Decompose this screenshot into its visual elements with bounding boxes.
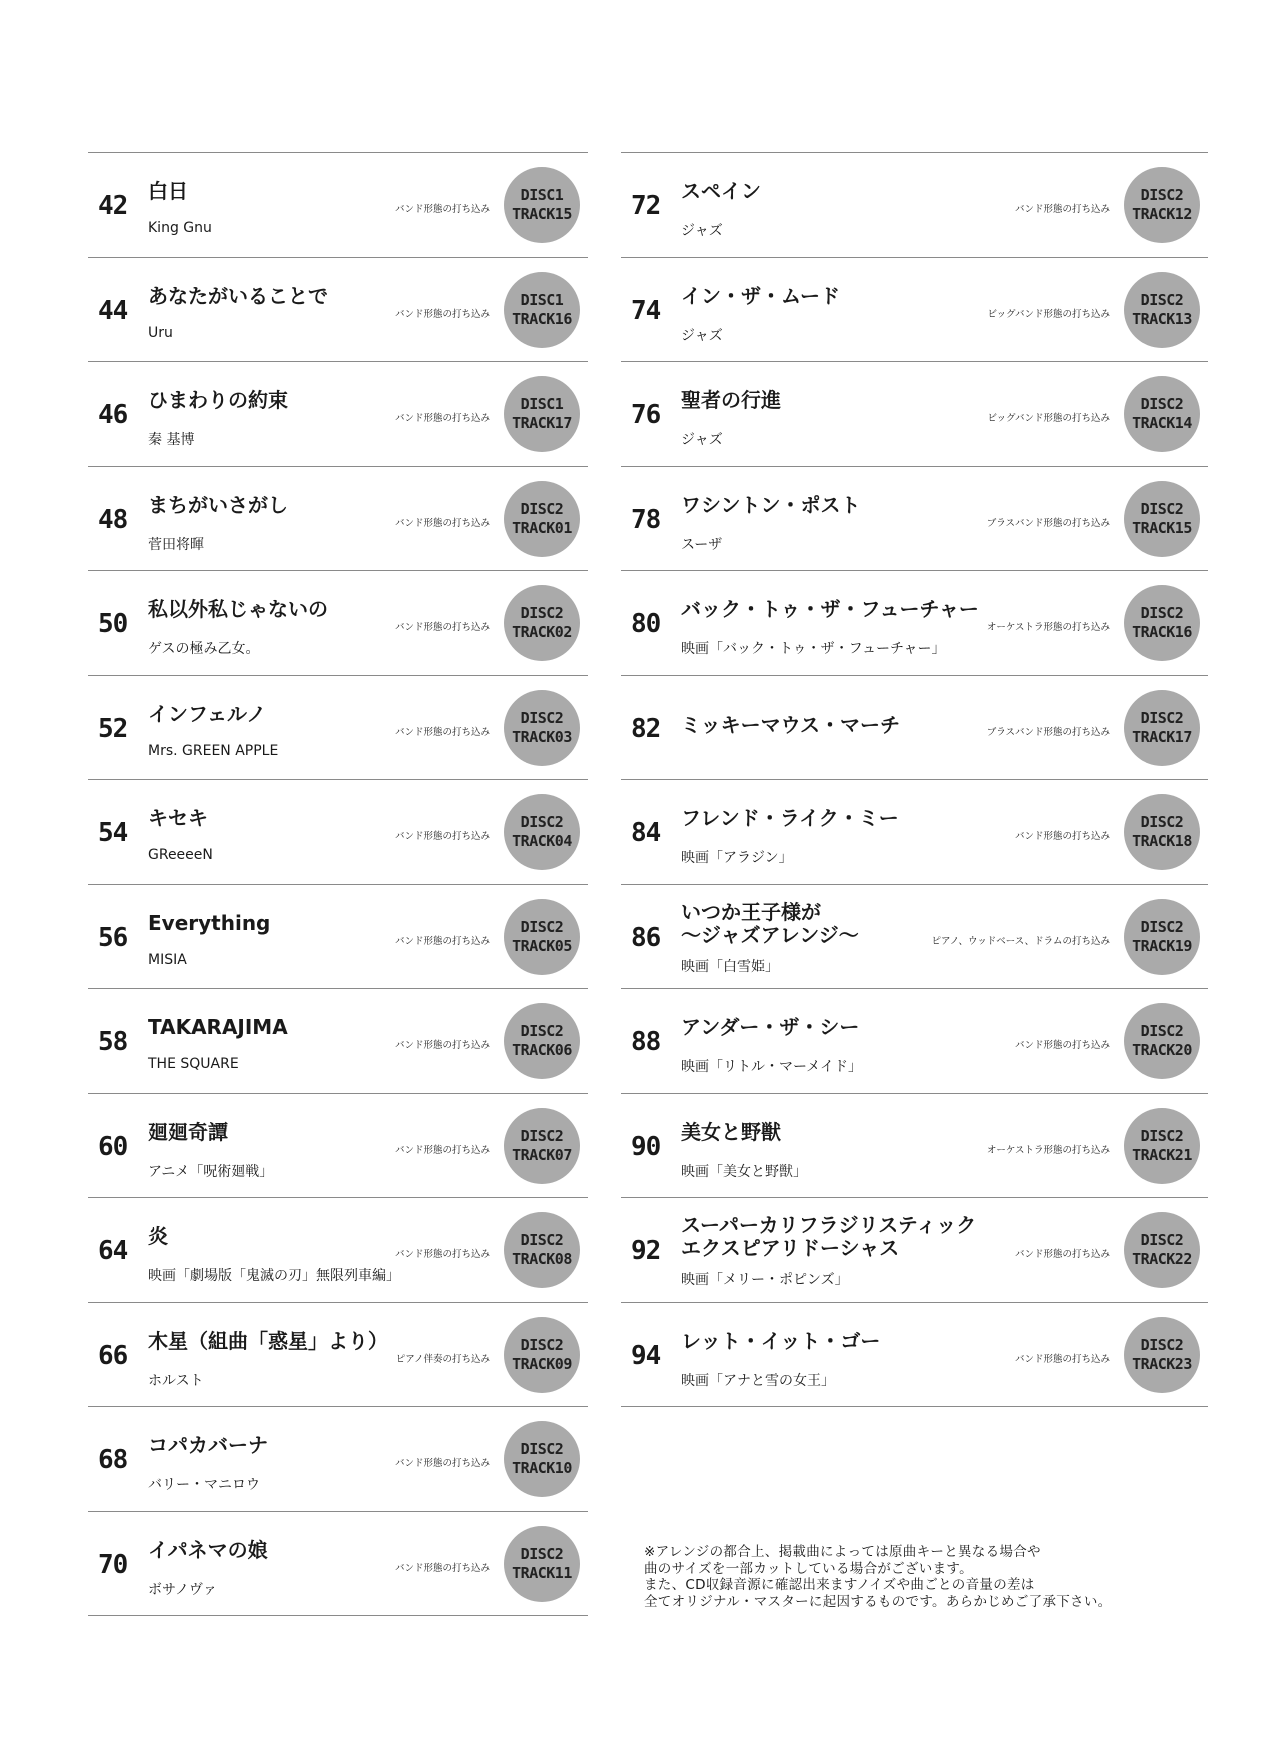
disc-track-badge [504, 690, 580, 766]
page-number: 56 [98, 922, 128, 953]
disc-track-badge [504, 1317, 580, 1393]
arrangement-note: バンド形態の打ち込み [1014, 1353, 1110, 1365]
song-artist: 映画「バック・トゥ・ザ・フューチャー」 [681, 641, 946, 657]
track-row [621, 885, 1208, 990]
song-artist: 映画「アラジン」 [681, 850, 793, 866]
disc-track-badge [1124, 167, 1200, 243]
track-label: TRACK19 [1132, 936, 1192, 955]
track-label: TRACK10 [512, 1459, 572, 1477]
song-artist: ジャズ [681, 223, 723, 239]
disc-label: DISC2 [520, 1231, 564, 1249]
song-title: いつか王子様が 〜ジャズアレンジ〜 [681, 899, 859, 947]
arrangement-note: ビッグバンド形態の打ち込み [987, 308, 1110, 320]
page-number: 58 [98, 1027, 128, 1057]
song-title: 聖者の行進 [681, 388, 781, 412]
page-number: 60 [98, 1131, 128, 1162]
song-artist: スーザ [681, 536, 723, 553]
song-artist: 映画「劇場版「鬼滅の刃」無限列車編」 [148, 1268, 400, 1284]
page-number: 74 [631, 295, 661, 326]
track-row [88, 1512, 588, 1617]
song-artist: 秦 基博 [148, 432, 195, 448]
track-label: TRACK01 [512, 518, 572, 537]
song-title: 木星（組曲「惑星」より） [148, 1328, 388, 1353]
arrangement-note: ビッグバンド形態の打ち込み [987, 413, 1110, 424]
disc-track-badge [1124, 1108, 1200, 1184]
track-row [88, 989, 588, 1094]
page-number: 90 [631, 1131, 661, 1162]
track-row [621, 1198, 1208, 1303]
disc-label: DISC2 [520, 1126, 564, 1145]
page-number: 76 [631, 400, 661, 430]
disc-track-badge [504, 1421, 580, 1497]
track-label: TRACK05 [512, 936, 572, 955]
song-artist: 映画「アナと雪の女王」 [681, 1372, 835, 1389]
song-title: Everything [148, 910, 271, 935]
disc-track-badge [504, 1212, 580, 1288]
track-label: TRACK16 [1132, 623, 1192, 641]
disc-track-badge [504, 1003, 580, 1079]
arrangement-note: バンド形態の打ち込み [394, 726, 490, 738]
track-label: TRACK14 [1132, 414, 1192, 432]
page-number: 68 [98, 1445, 128, 1475]
disc-label: DISC1 [520, 290, 564, 309]
disc-label: DISC2 [1140, 917, 1184, 936]
disc-label: DISC2 [1140, 708, 1184, 727]
arrangement-note: バンド形態の打ち込み [394, 1144, 490, 1156]
track-row [621, 1303, 1208, 1408]
track-label: TRACK08 [512, 1250, 572, 1268]
song-title: イパネマの娘 [148, 1537, 268, 1562]
arrangement-note: バンド形態の打ち込み [1014, 1249, 1110, 1260]
song-title: アンダー・ザ・シー [681, 1015, 860, 1039]
disc-label: DISC2 [1140, 1335, 1184, 1354]
disc-track-badge [1124, 1317, 1200, 1393]
page-number: 42 [98, 191, 128, 221]
track-row [621, 362, 1208, 467]
song-title: インフェルノ [148, 701, 267, 726]
arrangement-note: ブラスバンド形態の打ち込み [986, 726, 1110, 738]
disc-label: DISC2 [520, 1022, 564, 1040]
arrangement-note: バンド形態の打ち込み [394, 517, 490, 529]
song-artist: ホルスト [148, 1372, 204, 1389]
disc-label: DISC2 [1140, 1126, 1184, 1145]
track-label: TRACK15 [1132, 518, 1192, 537]
disc-label: DISC2 [520, 708, 564, 727]
track-label: TRACK03 [512, 727, 572, 746]
track-label: TRACK13 [1132, 309, 1192, 328]
disc-label: DISC2 [520, 813, 564, 831]
arrangement-note: バンド形態の打ち込み [394, 1562, 490, 1574]
disc-track-badge [504, 272, 580, 348]
disc-label: DISC2 [1140, 499, 1184, 518]
arrangement-note: ピアノ伴奏の打ち込み [395, 1353, 490, 1365]
disclaimer-note: ※アレンジの都合上、掲載曲によっては原曲キーと異なる場合や 曲のサイズを一部カットしている場合がございます。 また、CD収録音源に確認出来ますノイズや曲ごとの音量の差は 全てオリジナル・マスターに起因するものです。あらかじめご了承下さい。 [644, 1544, 1112, 1610]
track-row [621, 989, 1208, 1094]
arrangement-note: バンド形態の打ち込み [394, 831, 490, 842]
page-number: 70 [98, 1549, 128, 1580]
disc-label: DISC2 [1140, 395, 1184, 413]
arrangement-note: ブラスバンド形態の打ち込み [986, 517, 1110, 529]
page-number: 86 [631, 922, 661, 953]
song-title: スーパーカリフラジリスティック エクスピアリドーシャス [681, 1213, 977, 1260]
page-number: 82 [631, 713, 661, 744]
page-number: 54 [98, 818, 128, 848]
arrangement-note: ピアノ、ウッドベース、ドラムの打ち込み [931, 935, 1110, 947]
track-label: TRACK04 [512, 832, 572, 850]
track-label: TRACK15 [512, 205, 572, 223]
track-label: TRACK07 [512, 1145, 572, 1164]
track-row [88, 676, 588, 781]
song-artist: 映画「リトル・マーメイド」 [681, 1059, 863, 1075]
track-row [621, 258, 1208, 363]
track-row [88, 885, 588, 990]
song-title: キセキ [148, 806, 208, 830]
page-number: 72 [631, 191, 661, 221]
disc-track-badge [504, 794, 580, 870]
disc-label: DISC1 [520, 395, 564, 413]
song-artist: ゲスの極み乙女。 [148, 641, 260, 657]
track-label: TRACK02 [512, 623, 572, 641]
track-row [88, 1407, 588, 1512]
arrangement-note: バンド形態の打ち込み [394, 204, 490, 215]
arrangement-note: バンド形態の打ち込み [1014, 204, 1110, 215]
disc-label: DISC2 [1140, 186, 1184, 204]
song-artist: 映画「メリー・ポピンズ」 [681, 1272, 849, 1288]
track-row [88, 1094, 588, 1199]
track-label: TRACK20 [1132, 1041, 1192, 1059]
track-list-left [88, 152, 588, 1616]
page-number: 52 [98, 713, 128, 744]
song-artist: Mrs. GREEN APPLE [148, 742, 279, 759]
track-label: TRACK09 [512, 1354, 572, 1373]
disc-track-badge [1124, 481, 1200, 557]
page-number: 44 [98, 295, 128, 326]
song-title: 私以外私じゃないの [148, 597, 328, 621]
disc-track-badge [504, 1108, 580, 1184]
song-title: ひまわりの約束 [148, 388, 288, 412]
song-title: スペイン [681, 179, 761, 203]
song-title: あなたがいることで [148, 283, 328, 308]
disc-track-badge [504, 481, 580, 557]
page-number: 88 [631, 1027, 661, 1057]
track-label: TRACK06 [512, 1041, 572, 1059]
disc-track-badge [1124, 376, 1200, 452]
disc-label: DISC2 [520, 499, 564, 518]
arrangement-note: バンド形態の打ち込み [394, 1249, 490, 1260]
arrangement-note: バンド形態の打ち込み [1014, 831, 1110, 842]
song-artist: Uru [148, 324, 173, 341]
disc-track-badge [504, 899, 580, 975]
disc-label: DISC2 [1140, 604, 1184, 622]
track-label: TRACK23 [1132, 1354, 1192, 1373]
page-number: 80 [631, 609, 661, 639]
song-artist: 映画「白雪姫」 [681, 958, 779, 975]
song-title: 炎 [148, 1224, 168, 1248]
song-title: 美女と野獣 [681, 1119, 781, 1144]
arrangement-note: バンド形態の打ち込み [394, 413, 490, 424]
disc-track-badge [504, 167, 580, 243]
disc-track-badge [1124, 794, 1200, 870]
disc-label: DISC2 [520, 917, 564, 936]
song-artist: ジャズ [681, 432, 723, 448]
arrangement-note: バンド形態の打ち込み [394, 308, 490, 320]
song-artist: 映画「美女と野獣」 [681, 1163, 807, 1180]
song-title: まちがいさがし [148, 492, 288, 517]
track-row [621, 153, 1208, 258]
track-row [621, 467, 1208, 572]
track-label: TRACK17 [512, 414, 572, 432]
track-row [88, 780, 588, 885]
track-label: TRACK11 [512, 1563, 572, 1582]
song-title: TAKARAJIMA [148, 1015, 288, 1039]
song-artist: GReeeeN [148, 847, 213, 863]
disc-track-badge [1124, 690, 1200, 766]
song-artist: 菅田将暉 [148, 536, 204, 553]
track-label: TRACK22 [1132, 1250, 1192, 1268]
disc-track-badge [504, 1526, 580, 1602]
song-artist: THE SQUARE [148, 1056, 239, 1072]
track-row [88, 467, 588, 572]
disc-track-badge [504, 376, 580, 452]
track-label: TRACK16 [512, 309, 572, 328]
track-row [88, 1198, 588, 1303]
arrangement-note: バンド形態の打ち込み [394, 1458, 490, 1469]
song-artist: アニメ「呪術廻戦」 [148, 1163, 274, 1180]
track-row [88, 258, 588, 363]
page-number: 78 [631, 504, 661, 535]
arrangement-note: バンド形態の打ち込み [394, 622, 490, 633]
song-artist: King Gnu [148, 220, 212, 236]
song-title: イン・ザ・ムード [681, 283, 840, 308]
track-label: TRACK12 [1132, 205, 1192, 223]
disc-track-badge [1124, 1003, 1200, 1079]
disc-label: DISC2 [520, 1440, 564, 1458]
disc-label: DISC2 [520, 1335, 564, 1354]
page-number: 48 [98, 504, 128, 535]
page-number: 84 [631, 818, 661, 848]
song-title: レット・イット・ゴー [681, 1328, 881, 1353]
song-title: ワシントン・ポスト [681, 492, 861, 517]
track-label: TRACK21 [1132, 1145, 1192, 1164]
disc-track-badge [1124, 899, 1200, 975]
song-title: フレンド・ライク・ミー [681, 806, 899, 830]
disc-label: DISC2 [520, 604, 564, 622]
page-number: 46 [98, 400, 128, 430]
song-title: 廻廻奇譚 [148, 1119, 228, 1144]
song-artist: ジャズ [681, 327, 723, 344]
track-row [621, 780, 1208, 885]
track-row [88, 571, 588, 676]
song-title: コパカバーナ [148, 1433, 268, 1457]
track-list-right [621, 152, 1208, 1407]
disc-track-badge [1124, 272, 1200, 348]
disc-label: DISC2 [1140, 1022, 1184, 1040]
arrangement-note: オーケストラ形態の打ち込み [986, 622, 1110, 633]
song-title: 白日 [148, 179, 188, 203]
track-row [88, 153, 588, 258]
song-artist: バリー・マニロウ [148, 1477, 260, 1493]
disc-track-badge [1124, 1212, 1200, 1288]
song-artist: MISIA [148, 951, 187, 968]
disc-label: DISC2 [1140, 290, 1184, 309]
track-label: TRACK18 [1132, 832, 1192, 850]
page-number: 92 [631, 1236, 661, 1266]
track-row [88, 362, 588, 467]
page-number: 64 [98, 1236, 128, 1266]
page-number: 66 [98, 1340, 128, 1371]
page-number: 50 [98, 609, 128, 639]
song-artist: ボサノヴァ [148, 1581, 217, 1598]
disc-track-badge [504, 585, 580, 661]
arrangement-note: バンド形態の打ち込み [1014, 1040, 1110, 1051]
disc-label: DISC2 [1140, 813, 1184, 831]
song-title: ミッキーマウス・マーチ [681, 712, 900, 737]
arrangement-note: バンド形態の打ち込み [394, 935, 490, 947]
song-title: バック・トゥ・ザ・フューチャー [681, 597, 979, 621]
disc-label: DISC2 [520, 1544, 564, 1563]
disc-label: DISC1 [520, 186, 564, 204]
arrangement-note: オーケストラ形態の打ち込み [986, 1144, 1110, 1156]
track-label: TRACK17 [1132, 727, 1192, 746]
track-row [88, 1303, 588, 1408]
page-number: 94 [631, 1340, 661, 1371]
track-row [621, 1094, 1208, 1199]
track-row [621, 571, 1208, 676]
track-row [621, 676, 1208, 781]
disc-label: DISC2 [1140, 1231, 1184, 1249]
arrangement-note: バンド形態の打ち込み [394, 1040, 490, 1051]
disc-track-badge [1124, 585, 1200, 661]
